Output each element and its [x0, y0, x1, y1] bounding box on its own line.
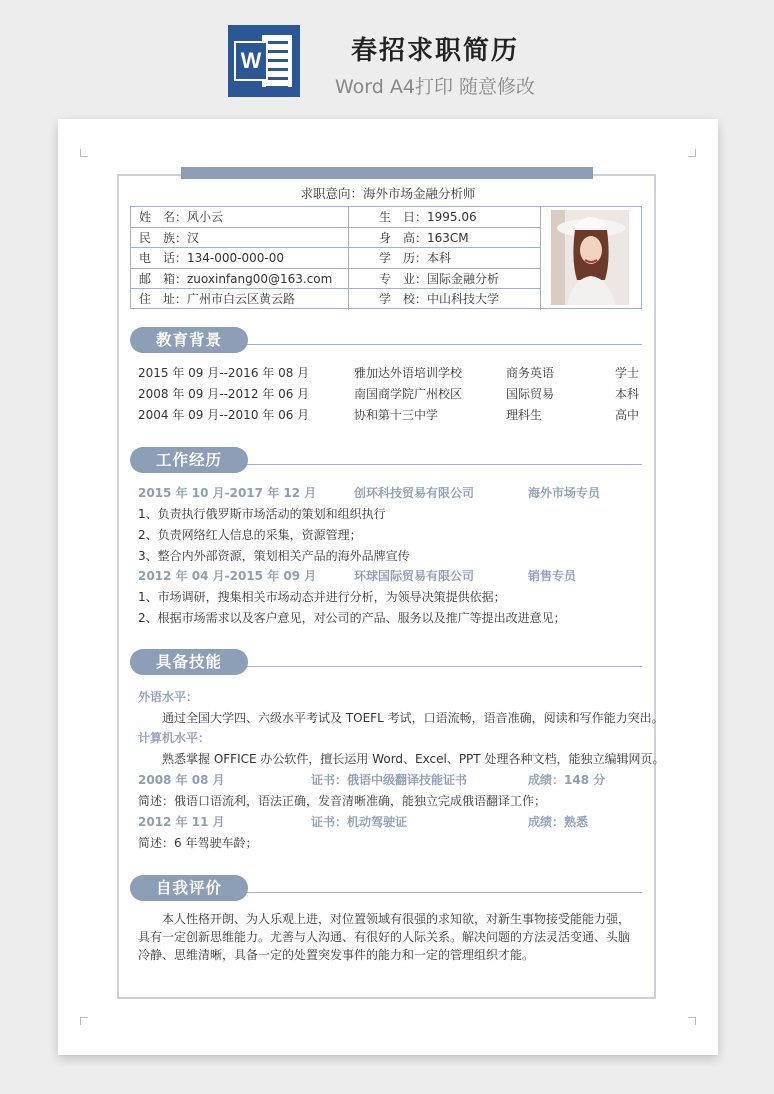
profile-photo — [551, 210, 629, 305]
job-duty: 1、市场调研，搜集相关市场动态并进行分析，为领导决策提供依据； — [138, 590, 506, 604]
info-row — [131, 248, 541, 269]
resume-page — [58, 119, 718, 1055]
education-row: 2008 年 09 月--2012 年 06 月 南国商学院广州校区 国际贸易 本科 — [138, 387, 640, 401]
info-birthday: 生 日：1995.06 — [349, 207, 541, 227]
cert-date: 2012 年 11 月 — [138, 815, 225, 829]
skill-label: 外语水平： — [138, 690, 199, 704]
info-row — [131, 207, 541, 228]
crop-mark — [80, 1017, 88, 1025]
word-icon: W — [228, 25, 300, 97]
cert-name: 证书：机动驾驶证 — [311, 815, 408, 829]
section-skills — [130, 649, 642, 675]
job-duty: 2、负责网络红人信息的采集，资源管理； — [138, 528, 362, 542]
cert-name: 证书：俄语中级翻译技能证书 — [311, 773, 468, 787]
job-role: 销售专员 — [528, 569, 577, 583]
job-period: 2012 年 04 月-2015 年 09 月 — [138, 569, 317, 583]
skill-text: 熟悉掌握 OFFICE 办公软件，擅长运用 Word、Excel、PPT 处理各种文档，能独立编辑网页。 — [162, 752, 665, 766]
section-education — [130, 327, 642, 353]
info-height: 身 高：163CM — [349, 228, 541, 248]
section-title: 教育背景 — [130, 327, 248, 353]
job-period: 2015 年 10 月-2017 年 12 月 — [138, 486, 317, 500]
job-company: 创环科技贸易有限公司 — [354, 486, 475, 500]
section-self-evaluation — [130, 875, 642, 901]
info-name: 姓 名：风小云 — [131, 207, 349, 227]
personal-info-table — [130, 206, 642, 309]
info-email: 邮 箱：zuoxinfang00@163.com — [131, 269, 349, 289]
job-company: 环球国际贸易有限公司 — [354, 569, 475, 583]
header-bar — [181, 167, 593, 179]
self-evaluation-text: 本人性格开朗、为人乐观上进，对位置领域有很强的求知欲，对新生事物接受能能力强，具有一定创新思维能力。尤善与人沟通、有很好的人际关系。解决问题的方法灵活变通、头脑冷静、思维清晰，具备一定的处置突发事件的能力和一定的管理组织才能。 — [138, 912, 631, 962]
cert-date: 2008 年 08 月 — [138, 773, 225, 787]
cert-desc: 简述：俄语口语流利，语法正确，发音清晰准确，能独立完成俄语翻译工作； — [138, 794, 547, 808]
info-row — [131, 228, 541, 249]
info-school: 学 校：中山科技大学 — [349, 289, 541, 310]
education-row: 2015 年 09 月--2016 年 08 月 雅加达外语培训学校 商务英语 学士 — [138, 366, 640, 380]
section-title: 具备技能 — [130, 649, 248, 675]
section-title: 自我评价 — [130, 875, 248, 901]
banner-title: 春招求职简历 — [350, 36, 519, 66]
job-role: 海外市场专员 — [528, 486, 601, 500]
job-duty: 2、根据市场需求以及客户意见，对公司的产品、服务以及推广等提出改进意见； — [138, 611, 566, 625]
skill-text: 通过全国大学四、六级水平考试及 TOEFL 考试，口语流畅，语音准确，阅读和写作能力突出。 — [162, 711, 664, 725]
education-row: 2004 年 09 月--2010 年 06 月 协和第十三中学 理科生 高中 — [138, 408, 640, 422]
info-address: 住 址：广州市白云区黄云路 — [131, 289, 349, 310]
job-duty: 3、整合内外部资源，策划相关产品的海外品牌宣传 — [138, 549, 410, 563]
cert-score: 成绩：148 分 — [528, 773, 606, 787]
cert-score: 成绩：熟悉 — [528, 815, 589, 829]
banner — [0, 0, 774, 110]
info-phone: 电 话：134-000-000-00 — [131, 248, 349, 268]
crop-mark — [688, 1017, 696, 1025]
skill-label: 计算机水平： — [138, 731, 211, 745]
cert-desc: 简述：6 年驾驶车龄； — [138, 836, 258, 850]
job-duty: 1、负责执行俄罗斯市场活动的策划和组织执行 — [138, 507, 386, 521]
info-degree: 学 历：本科 — [349, 248, 541, 268]
section-work — [130, 447, 642, 473]
info-row — [131, 289, 541, 310]
info-row — [131, 269, 541, 290]
info-ethnicity: 民 族：汉 — [131, 228, 349, 248]
banner-subtitle: Word A4打印 随意修改 — [334, 76, 535, 98]
crop-mark — [80, 149, 88, 157]
job-objective: 求职意向：海外市场金融分析师 — [300, 186, 476, 201]
section-title: 工作经历 — [130, 447, 248, 473]
crop-mark — [688, 149, 696, 157]
info-major: 专 业：国际金融分析 — [349, 269, 541, 289]
